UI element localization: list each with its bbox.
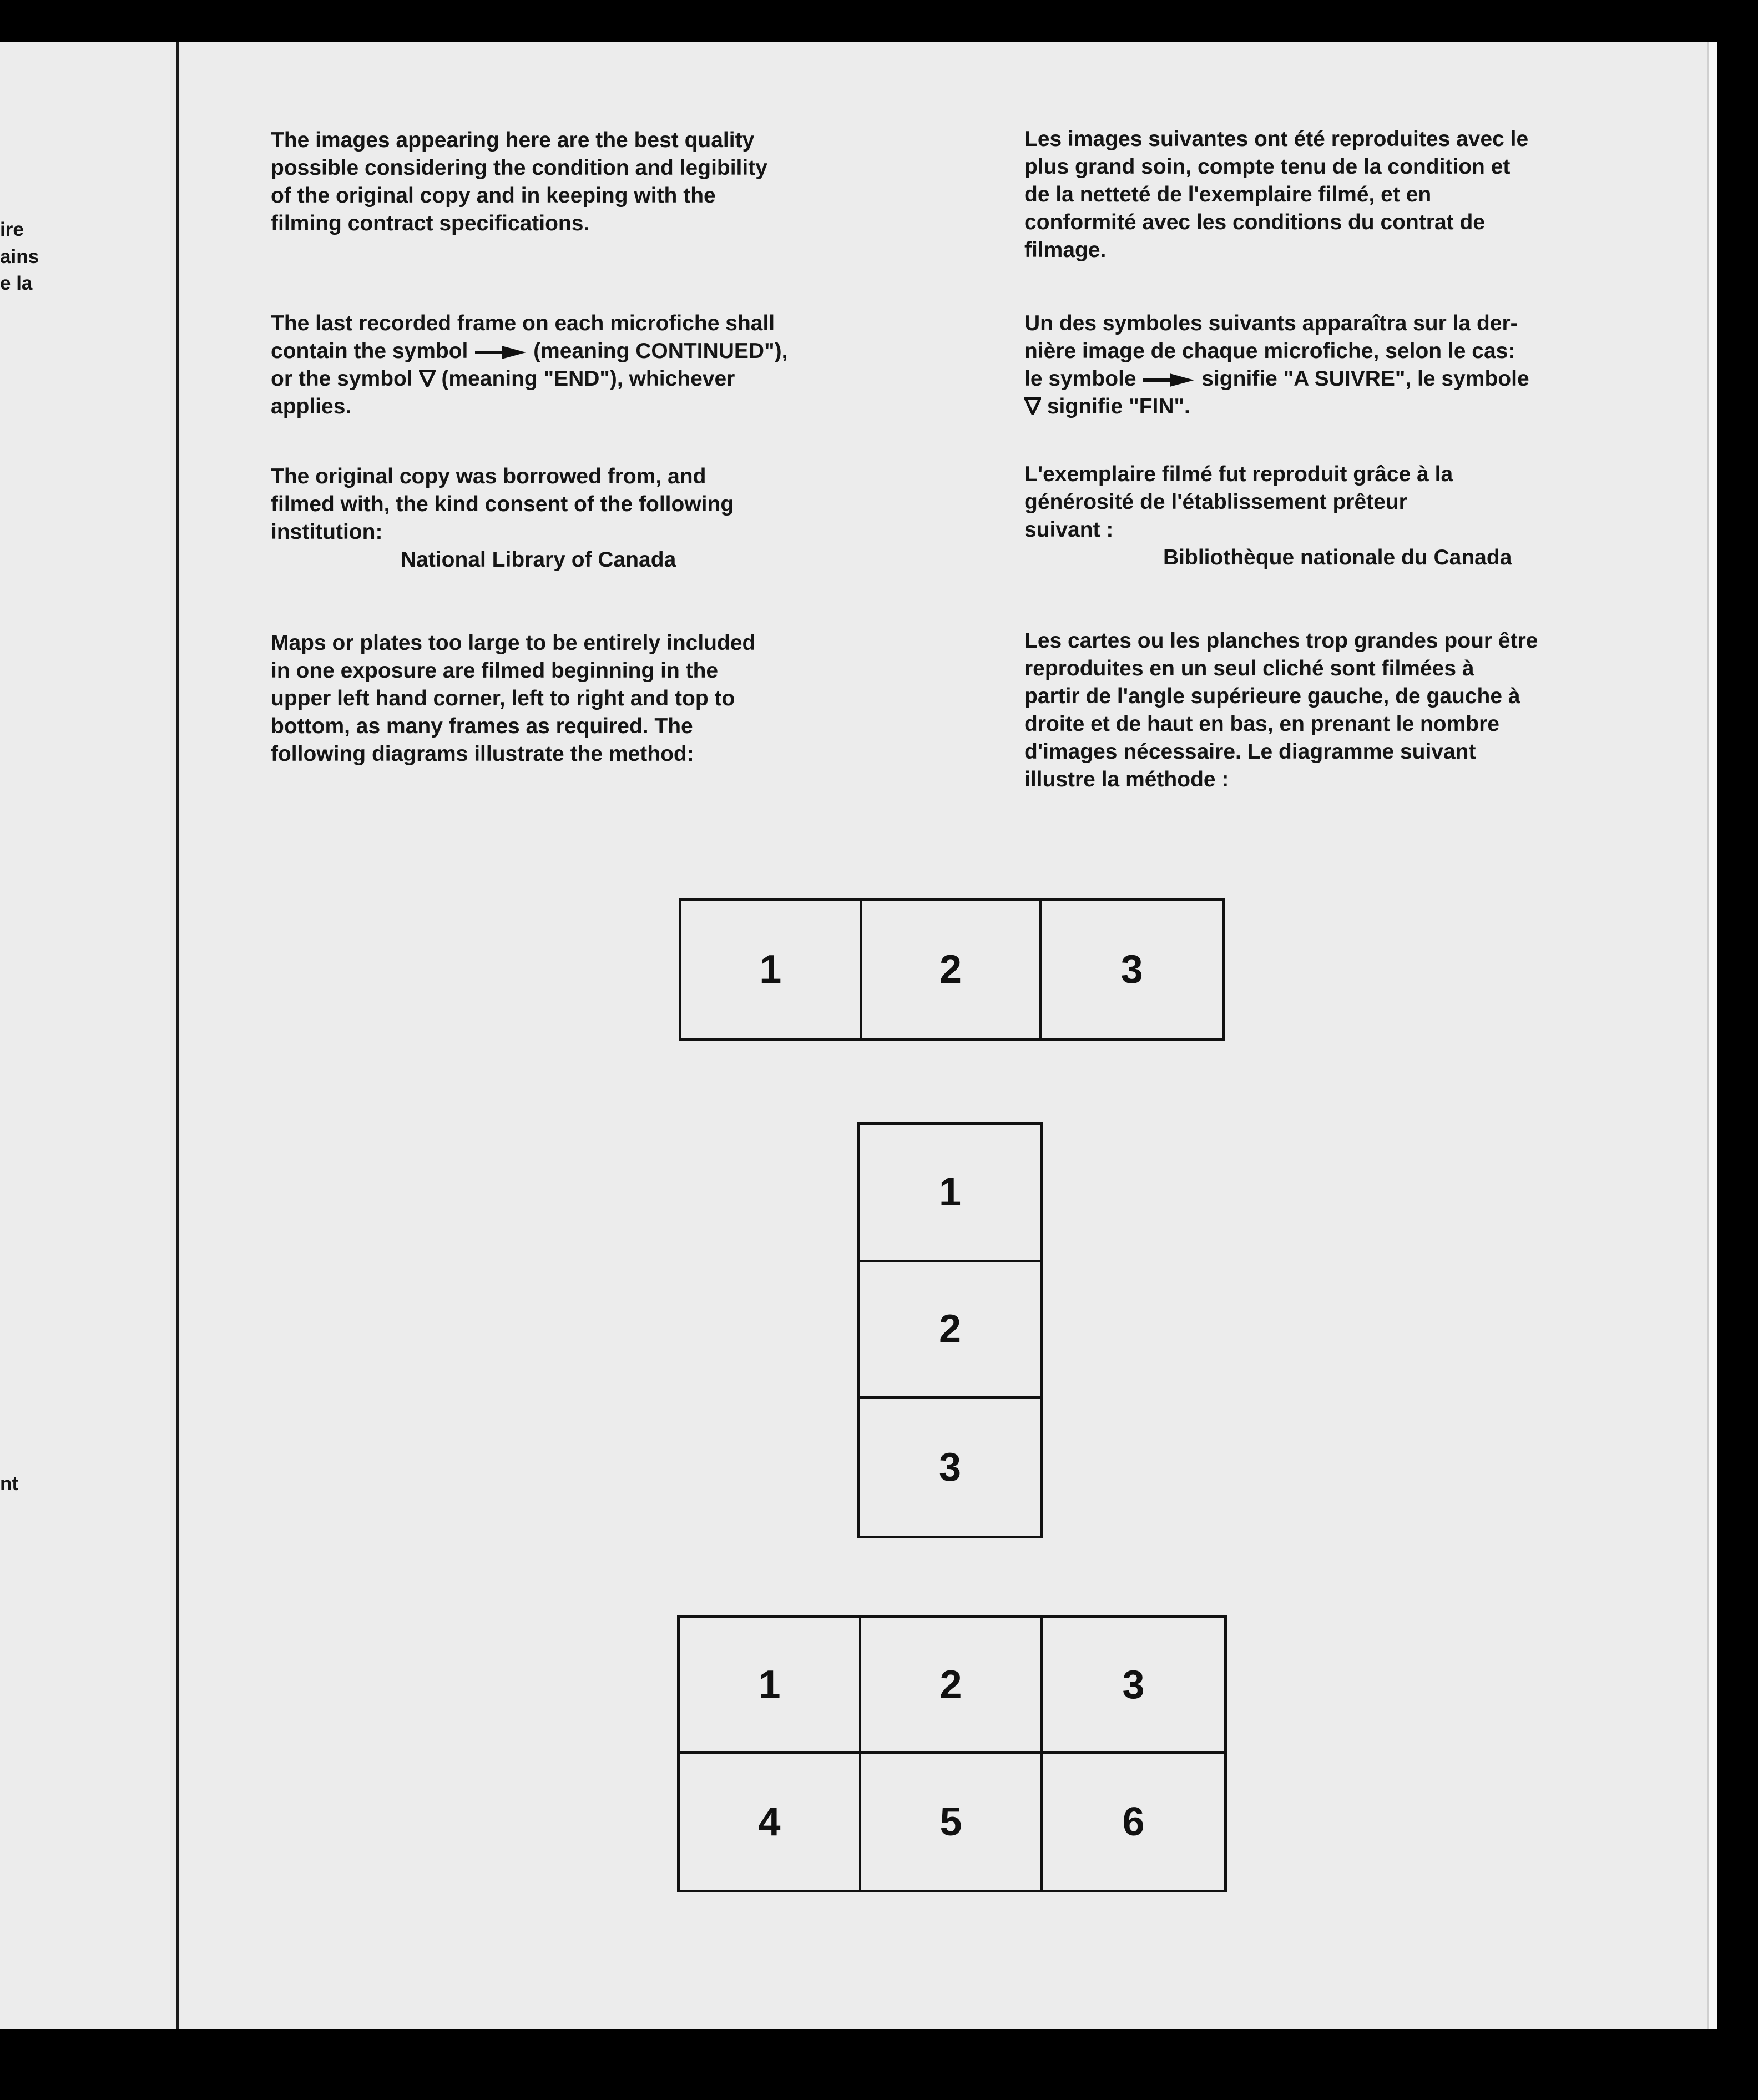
frame-cell: 1 xyxy=(680,1618,861,1754)
text-line: Les cartes ou les planches trop grandes pour être xyxy=(1024,629,1538,653)
frame-cell: 4 xyxy=(680,1754,861,1890)
french-method-paragraph xyxy=(1024,627,1668,794)
institution-name-english: National Library of Canada xyxy=(401,548,676,572)
text-segment: le symbole xyxy=(1024,367,1136,391)
text-line: illustre la méthode : xyxy=(1024,768,1229,791)
vertical-frame-diagram xyxy=(857,1122,1043,1538)
margin-fragment: ains xyxy=(0,246,39,267)
end-triangle-icon xyxy=(419,370,436,387)
margin-fragment: e la xyxy=(0,272,33,294)
text-line: de la netteté de l'exemplaire filmé, et en xyxy=(1024,183,1432,206)
text-line: possible considering the condition and legibility xyxy=(271,156,767,180)
text-line: partir de l'angle supérieure gauche, de gauche à xyxy=(1024,684,1520,708)
margin-fragment: nt xyxy=(0,1473,19,1495)
frame-cell: 5 xyxy=(861,1754,1043,1890)
continued-arrow-icon xyxy=(474,346,527,359)
text-segment: (meaning CONTINUED"), xyxy=(533,339,788,363)
text-line: plus grand soin, compte tenu de la condition et xyxy=(1024,155,1511,179)
text-line: following diagrams illustrate the method: xyxy=(271,742,694,766)
text-segment: signifie "A SUIVRE", le symbole xyxy=(1201,367,1529,391)
english-symbol-paragraph xyxy=(271,310,915,421)
text-line: d'images nécessaire. Le diagramme suivant xyxy=(1024,740,1476,764)
text-line: bottom, as many frames as required. The xyxy=(271,714,693,738)
text-segment: contain the symbol xyxy=(271,339,468,363)
text-line: nière image de chaque microfiche, selon le cas: xyxy=(1024,339,1515,363)
text-line: filming contract specifications. xyxy=(271,211,590,235)
french-quality-paragraph xyxy=(1024,125,1668,264)
text-segment: or the symbol xyxy=(271,367,413,391)
text-line xyxy=(271,337,915,365)
text-line: filmage. xyxy=(1024,238,1107,262)
text-line: Maps or plates too large to be entirely included xyxy=(271,631,756,655)
text-line: upper left hand corner, left to right and top to xyxy=(271,686,735,710)
english-quality-paragraph xyxy=(271,127,915,238)
sheet-right-edge xyxy=(1707,42,1717,2029)
text-line xyxy=(271,365,915,393)
text-line: The original copy was borrowed from, and xyxy=(271,465,706,488)
french-symbol-paragraph xyxy=(1024,310,1668,421)
text-line: in one exposure are filmed beginning in the xyxy=(271,659,719,683)
text-line xyxy=(1024,365,1668,393)
frame-cell: 6 xyxy=(1122,1799,1145,1844)
text-line: The last recorded frame on each microfiche shall xyxy=(271,311,775,335)
institution-name-french: Bibliothèque nationale du Canada xyxy=(1163,546,1512,569)
page-gutter-divider xyxy=(176,42,179,2029)
text-line: applies. xyxy=(271,395,352,418)
text-line: générosité de l'établissement prêteur xyxy=(1024,490,1407,514)
text-line: The images appearing here are the best quality xyxy=(271,128,755,152)
text-line: filmed with, the kind consent of the following xyxy=(271,492,734,516)
text-line: suivant : xyxy=(1024,518,1114,542)
text-line: conformité avec les conditions du contrat de xyxy=(1024,210,1485,234)
frame-cell: 2 xyxy=(860,1262,1040,1399)
text-line: reproduites en un seul cliché sont filmées à xyxy=(1024,657,1474,680)
frame-cell: 1 xyxy=(681,901,862,1038)
text-line xyxy=(1024,393,1668,421)
text-line: Les images suivantes ont été reproduites avec le xyxy=(1024,127,1529,151)
frame-cell: 1 xyxy=(860,1125,1040,1262)
margin-fragment: ire xyxy=(0,219,24,240)
english-institution-paragraph xyxy=(271,463,915,574)
frame-cell: 2 xyxy=(862,901,1042,1038)
text-segment: signifie "FIN". xyxy=(1047,395,1190,418)
frame-cell: 3 xyxy=(1043,1618,1224,1754)
text-line: L'exemplaire filmé fut reproduit grâce à la xyxy=(1024,462,1453,486)
microfiche-target-sheet xyxy=(0,42,1716,2029)
text-segment: (meaning "END"), whichever xyxy=(441,367,735,391)
horizontal-frame-diagram xyxy=(679,898,1225,1041)
frame-cell: 3 xyxy=(938,1445,962,1490)
text-line: of the original copy and in keeping with the xyxy=(271,184,716,208)
french-institution-paragraph xyxy=(1024,461,1668,572)
continued-arrow-icon xyxy=(1142,373,1195,387)
frame-cell: 2 xyxy=(861,1618,1043,1754)
frame-cell: 3 xyxy=(1120,947,1143,992)
matrix-frame-diagram xyxy=(677,1615,1227,1892)
english-method-paragraph xyxy=(271,629,915,768)
end-triangle-icon xyxy=(1024,397,1041,415)
text-line: Un des symboles suivants apparaîtra sur la der- xyxy=(1024,311,1518,335)
text-line: droite et de haut en bas, en prenant le nombre xyxy=(1024,712,1499,736)
text-line: institution: xyxy=(271,520,383,544)
